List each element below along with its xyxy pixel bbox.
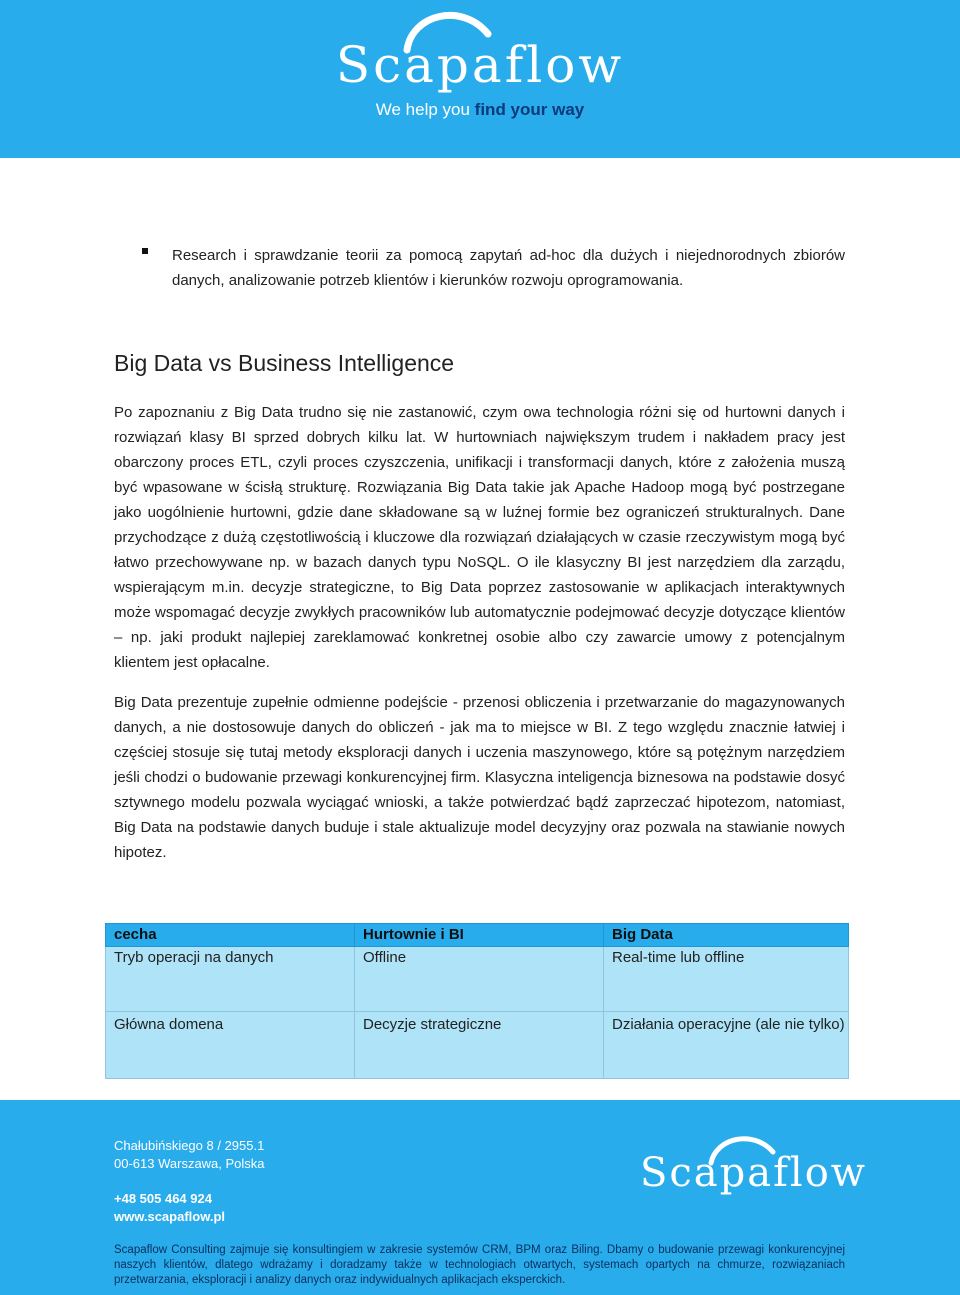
header-logo: Scapaflow (335, 36, 625, 94)
section-heading: Big Data vs Business Intelligence (114, 350, 455, 376)
address-line-2: 00-613 Warszawa, Polska (114, 1156, 265, 1171)
comparison-table (105, 923, 849, 1079)
footer-phone: +48 505 464 924 (114, 1191, 212, 1206)
table-cell: Decyzje strategiczne (355, 1012, 604, 1079)
tagline-plain: We help you (375, 100, 475, 119)
table-cell: Działania operacyjne (ale nie tylko) (604, 1012, 849, 1079)
footer-logo: Scapaflow (640, 1150, 868, 1196)
bullet-text: Research i sprawdzanie teorii za pomocą zapytań ad-hoc dla dużych i niejednorodnych zbiorów danych, analizowanie potrzeb klientów i kierunków rozwoju oprogramowania. (172, 247, 845, 289)
footer-address (114, 1137, 265, 1173)
address-line-1: Chałubińskiego 8 / 2955.1 (114, 1138, 265, 1153)
footer-contact (114, 1190, 225, 1226)
table-header-cell: Big Data (604, 924, 849, 947)
tagline (0, 100, 960, 120)
paragraph-1: Po zapoznaniu z Big Data trudno się nie zastanowić, czym owa technologia różni się od hurtowni danych i rozwiązań klasy BI sprzed dobrych kilku lat. W hurtowniach największym trudem i nakładem pracy jest obarczony proces ETL, czyli proces czyszczenia, unifikacji i transformacji danych, które z założenia muszą być wpasowane w ścisłą strukturę. Rozwiązania Big Data takie jak Apache Hadoop mogą być postrzegane jako uogólnienie hurtowni, gdzie dane składowane są w luźnej formie bez ograniczeń strukturalnych. Dane przychodzące z dużą częstotliwością i kluczowe dla rozwiązań działających w czasie rzeczywistym mogą być łatwo przechowywane np. w bazach danych typu NoSQL. O ile klasyczny BI jest narzędziem dla zarządu, wspierającym m.in. decyzje strategiczne, to Big Data poprzez zastosowanie w aplikacjach interaktywnych może wspomagać decyzje zwykłych pracowników lub automatycznie podejmować decyzje dotyczące klientów – np. jaki produkt najlepiej zareklamować konkretnej osobie albo czy zawarcie umowy z potencjalnym klientem jest opłacalne. (114, 404, 845, 671)
table-header-cell: Hurtownie i BI (355, 924, 604, 947)
paragraph-2: Big Data prezentuje zupełnie odmienne podejście - przenosi obliczenia i przetwarzanie do magazynowanych danych, a nie dostosowuje danych do obliczeń - jak ma to miejsce w BI. Z tego względu znacznie łatwiej i częściej stosuje się tutaj metody eksploracji danych i uczenia maszynowego, które są potężnym narzędziem jeśli chodzi o budowanie przewagi konkurencyjnej firm. Klasyczna inteligencja biznesowa na podstawie dosyć sztywnego modelu pozwala wyciągać wnioski, a także potwierdzać bądź zaprzeczać hipotezom, natomiast, Big Data na podstawie danych buduje i stale aktualizuje model decyzyjny oraz pozwala na stawianie nowych hipotez. (114, 694, 845, 861)
table-cell: Główna domena (106, 1012, 355, 1079)
table-cell: Tryb operacji na danych (106, 947, 355, 1012)
bullet-square-icon (142, 248, 148, 254)
footer-note: Scapaflow Consulting zajmuje się konsultingiem w zakresie systemów CRM, BPM oraz Biling. Dbamy o budowanie przewagi konkurencyjnej naszych klientów, dlatego wdrażamy i doradzamy także w technologiach otwartych, systemach opartych na chmurze, rozwiązaniach przetwarzania, eksploracji i analizy danych oraz indywidualnych aplikacjach eksperckich. (114, 1244, 845, 1286)
table-cell: Real-time lub offline (604, 947, 849, 1012)
table-row (106, 947, 849, 1012)
footer-website[interactable]: www.scapaflow.pl (114, 1209, 226, 1224)
table-header-row (106, 924, 849, 947)
table-header-cell: cecha (106, 924, 355, 947)
table-row (106, 1012, 849, 1079)
tagline-highlight: find your way (474, 100, 585, 119)
table-cell: Offline (355, 947, 604, 1012)
